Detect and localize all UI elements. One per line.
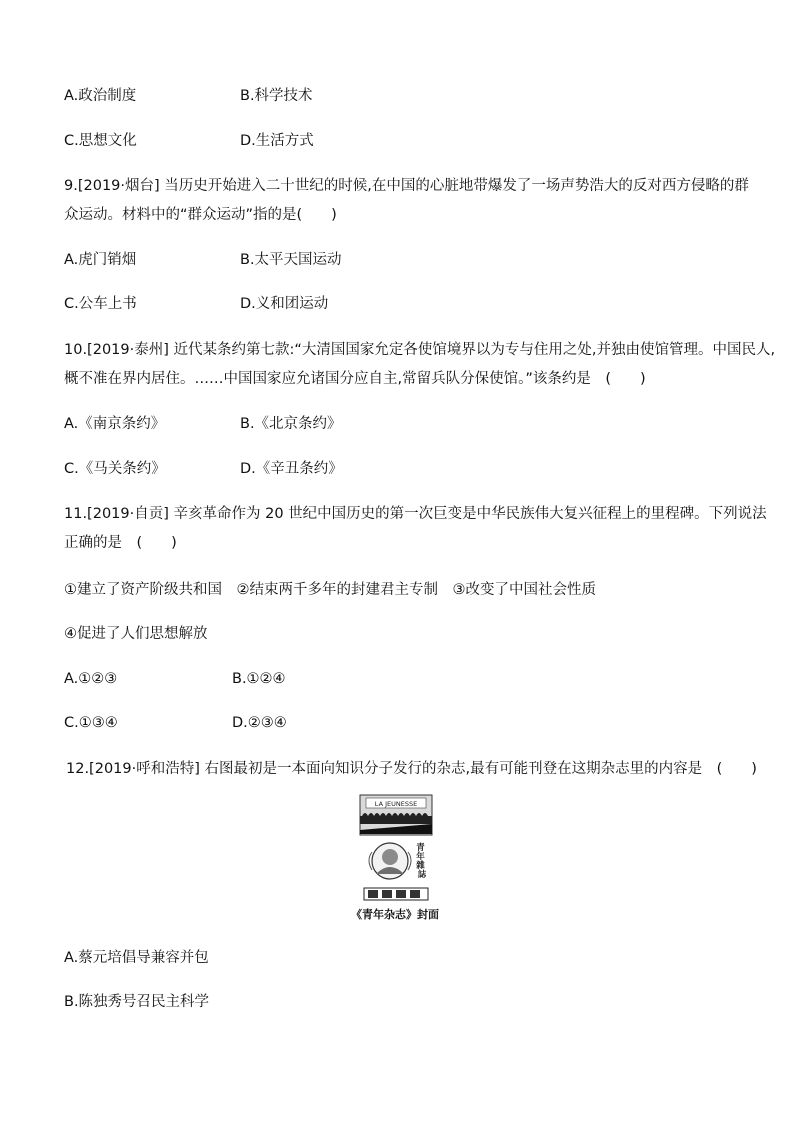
q8-option-c: C.思想文化 [64, 133, 137, 149]
cover-banner-text: LA JEUNESSE [374, 800, 418, 808]
svg-text:青 年 雜 [416, 842, 427, 880]
q11-stem-line2: 正确的是 ( ) [64, 535, 177, 551]
q10-stem-line2: 概不准在界内居住。……中国国家应允诸国分应自主,常留兵队分保使馆。”该条约是 ( ) [64, 371, 646, 387]
q9-option-b: B.太平天国运动 [240, 252, 342, 268]
q9-option-d: D.义和团运动 [240, 296, 329, 312]
cover-title-char-4: 誌 [417, 870, 427, 880]
q11-statements-line2: ④促进了人们思想解放 [64, 626, 208, 642]
q11-option-b: B.①②④ [232, 671, 286, 687]
q11-option-d: D.②③④ [232, 715, 287, 731]
q10-option-c: C.《马关条约》 [64, 461, 166, 477]
q10-option-b: B.《北京条约》 [240, 416, 342, 432]
cover-title-char-3: 雜 [416, 861, 425, 871]
q11-option-a: A.①②③ [64, 671, 118, 687]
q9-option-a: A.虎门销烟 [64, 252, 137, 268]
q9-option-c: C.公车上书 [64, 296, 137, 312]
magazine-cover-image [358, 794, 434, 914]
q10-option-d: D.《辛丑条约》 [240, 461, 343, 477]
q10-stem-line1: 10.[2019·泰州] 近代某条约第七款:“大清国国家允定各使馆境界以为专与住用之处,并独由使馆管理。中国民人, [64, 342, 776, 358]
q11-statements-line1: ①建立了资产阶级共和国 ②结束两千多年的封建君主专制 ③改变了中国社会性质 [64, 582, 596, 598]
q10-option-a: A.《南京条约》 [64, 416, 166, 432]
q12-stem-line1: 12.[2019·呼和浩特] 右图最初是一本面向知识分子发行的杂志,最有可能刊登在这期杂志里的内容是 ( ) [66, 761, 757, 777]
magazine-cover-illustration [358, 794, 434, 910]
q8-option-d: D.生活方式 [240, 133, 314, 149]
image-caption: 《青年杂志》封面 [351, 908, 439, 921]
q12-option-a: A.蔡元培倡导兼容并包 [64, 950, 209, 966]
q11-stem-line1: 11.[2019·自贡] 辛亥革命作为 20 世纪中国历史的第一次巨变是中华民族伟大复兴征程上的里程碑。下列说法 [64, 506, 767, 522]
q8-option-a: A.政治制度 [64, 88, 137, 104]
cover-title-char-1: 青 [416, 843, 425, 853]
q9-stem-line1: 9.[2019·烟台] 当历史开始进入二十世纪的时候,在中国的心脏地带爆发了一场声势浩大的反对西方侵略的群 [64, 178, 749, 194]
cover-title-char-2: 年 [416, 852, 425, 862]
q12-option-b: B.陈独秀号召民主科学 [64, 994, 210, 1010]
q8-option-b: B.科学技术 [240, 88, 313, 104]
q9-stem-line2: 众运动。材料中的“群众运动”指的是( ) [64, 207, 337, 223]
q11-option-c: C.①③④ [64, 715, 118, 731]
